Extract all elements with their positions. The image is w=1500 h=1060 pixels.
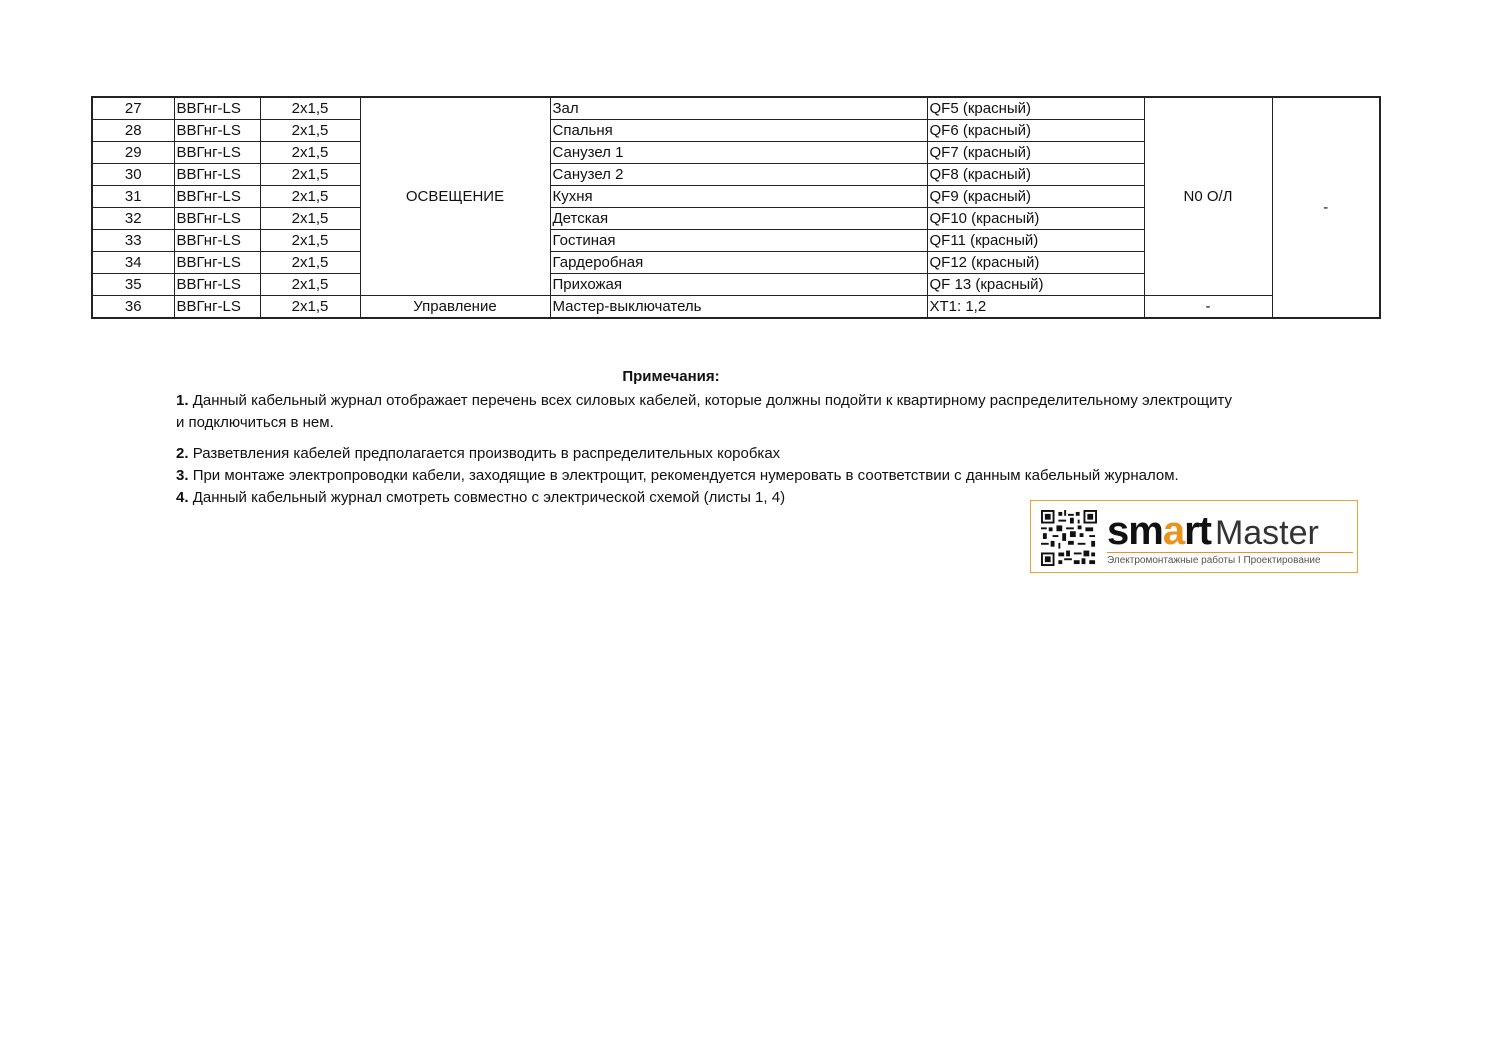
cable-section-cell: 2x1,5 (260, 252, 360, 274)
cable-section-cell: 2x1,5 (260, 186, 360, 208)
cable-number-cell: 32 (92, 208, 174, 230)
room-cell: Гардеробная (550, 252, 927, 274)
cable-number-cell: 31 (92, 186, 174, 208)
cable-brand-cell: ВВГнг-LS (174, 230, 260, 252)
brand-tagline: Электромонтажные работы I Проектирование (1107, 555, 1321, 566)
breaker-cell: QF7 (красный) (927, 142, 1144, 164)
note-4: 4. Данный кабельный журнал смотреть совместно с электрической схемой (листы 1, 4) (176, 489, 786, 506)
cable-section-cell: 2x1,5 (260, 97, 360, 120)
cable-journal-table (91, 96, 1381, 319)
cable-brand-cell: ВВГнг-LS (174, 97, 260, 120)
notes-section (176, 366, 1286, 509)
group-lighting-cell: ОСВЕЩЕНИЕ (360, 97, 550, 296)
cable-number-cell: 35 (92, 274, 174, 296)
cable-brand-cell: ВВГнг-LS (174, 208, 260, 230)
note-3: 3. При монтаже электропроводки кабели, заходящие в электрощит, рекомендуется нумеровать в соответствии с данным кабельный журналом. (176, 467, 1179, 484)
cable-section-cell: 2x1,5 (260, 274, 360, 296)
breaker-cell: QF10 (красный) (927, 208, 1144, 230)
cable-number-cell: 28 (92, 120, 174, 142)
cable-brand-cell: ВВГнг-LS (174, 164, 260, 186)
cable-section-cell: 2x1,5 (260, 296, 360, 319)
cable-number-cell: 33 (92, 230, 174, 252)
notes-title: Примечания: (622, 368, 720, 385)
room-cell: Санузел 2 (550, 164, 927, 186)
breaker-cell: QF 13 (красный) (927, 274, 1144, 296)
cable-brand-cell: ВВГнг-LS (174, 274, 260, 296)
cable-brand-cell: ВВГнг-LS (174, 186, 260, 208)
room-cell: Зал (550, 97, 927, 120)
cable-number-cell: 29 (92, 142, 174, 164)
room-cell: Спальня (550, 120, 927, 142)
table-row (92, 97, 1380, 120)
qr-code-icon (1041, 510, 1097, 566)
room-cell: Детская (550, 208, 927, 230)
logo-divider (1107, 552, 1353, 553)
note-1: 1. Данный кабельный журнал отображает перечень всех силовых кабелей, которые должны подойти к квартирному распределительному электрощиту (176, 392, 1232, 409)
brand-master: Master (1214, 514, 1319, 552)
cable-brand-cell: ВВГнг-LS (174, 120, 260, 142)
room-cell: Мастер-выключатель (550, 296, 927, 319)
cable-section-cell: 2x1,5 (260, 230, 360, 252)
smartmaster-logo (1030, 500, 1358, 573)
breaker-cell: QF9 (красный) (927, 186, 1144, 208)
cable-section-cell: 2x1,5 (260, 142, 360, 164)
breaker-cell: QF8 (красный) (927, 164, 1144, 186)
cable-number-cell: 30 (92, 164, 174, 186)
cable-number-cell: 34 (92, 252, 174, 274)
breaker-cell: QF6 (красный) (927, 120, 1144, 142)
breaker-cell: QF5 (красный) (927, 97, 1144, 120)
breaker-cell: QF12 (красный) (927, 252, 1144, 274)
note-2: 2. Разветвления кабелей предполагается производить в распределительных коробках (176, 445, 781, 462)
cable-section-cell: 2x1,5 (260, 208, 360, 230)
breaker-cell: XT1: 1,2 (927, 296, 1144, 319)
group-control-cell: Управление (360, 296, 550, 319)
cable-number-cell: 36 (92, 296, 174, 319)
neutral-control-cell: - (1144, 296, 1272, 319)
cable-brand-cell: ВВГнг-LS (174, 142, 260, 164)
brand-smart: smart (1107, 509, 1211, 553)
room-cell: Кухня (550, 186, 927, 208)
cable-number-cell: 27 (92, 97, 174, 120)
breaker-cell: QF11 (красный) (927, 230, 1144, 252)
cable-section-cell: 2x1,5 (260, 164, 360, 186)
cable-brand-cell: ВВГнг-LS (174, 296, 260, 319)
brand-wordmark (1107, 507, 1319, 557)
room-cell: Прихожая (550, 274, 927, 296)
cable-section-cell: 2x1,5 (260, 120, 360, 142)
neutral-lighting-cell: N0 О/Л (1144, 97, 1272, 296)
room-cell: Санузел 1 (550, 142, 927, 164)
cable-brand-cell: ВВГнг-LS (174, 252, 260, 274)
room-cell: Гостиная (550, 230, 927, 252)
last-column-cell: - (1272, 97, 1380, 318)
note-1-cont: и подключиться в нем. (176, 414, 334, 431)
table-row (92, 296, 1380, 319)
